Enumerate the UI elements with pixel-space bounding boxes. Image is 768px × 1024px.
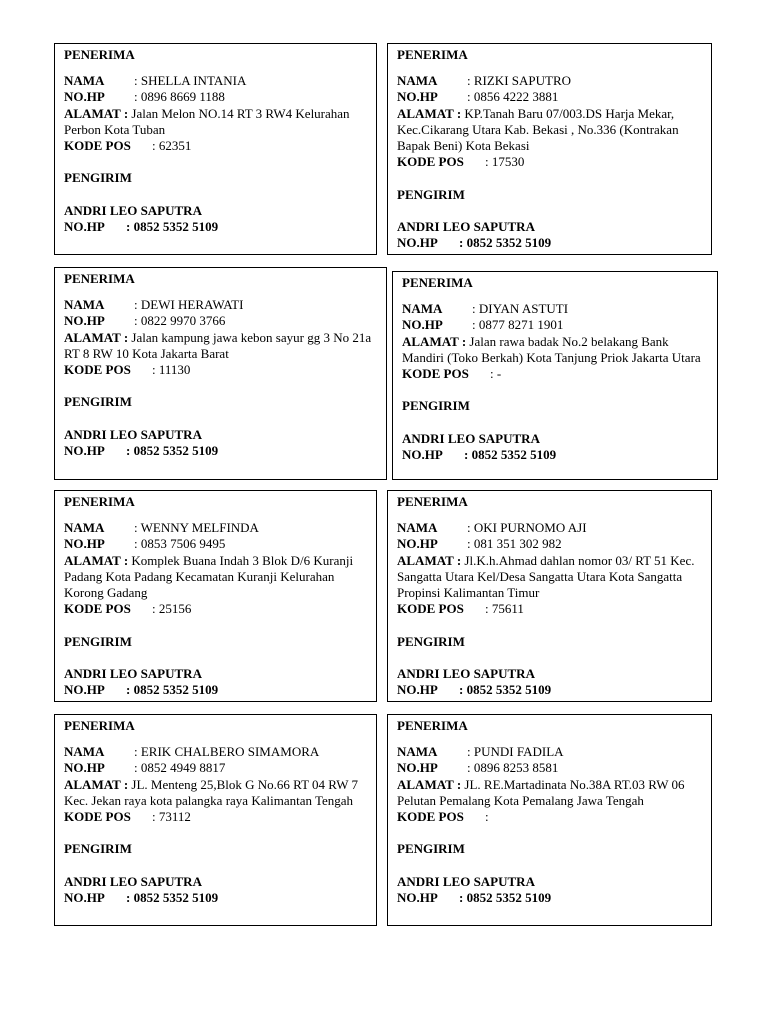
pengirim-hp-row — [64, 682, 367, 698]
kodepos-value: : 25156 — [152, 601, 192, 617]
pengirim-heading: PENGIRIM — [64, 633, 132, 649]
penerima-heading: PENERIMA — [64, 271, 135, 286]
pengirim-name: ANDRI LEO SAPUTRA — [402, 430, 540, 446]
penerima-heading: PENERIMA — [397, 494, 468, 509]
pengirim-heading: PENGIRIM — [64, 841, 132, 857]
alamat-row — [402, 334, 708, 366]
nama-label: NAMA — [64, 73, 105, 89]
pengirim-heading: PENGIRIM — [64, 394, 132, 410]
shipping-label-6 — [387, 490, 712, 702]
hp-value: : 0896 8253 8581 — [467, 760, 559, 776]
nama-label: NAMA — [64, 297, 105, 313]
pengirim-hp-label: NO.HP — [397, 890, 438, 905]
pengirim-hp-row — [402, 447, 708, 463]
nama-row — [64, 297, 377, 313]
nama-value: : DEWI HERAWATI — [134, 297, 244, 313]
kodepos-label: KODE POS — [64, 809, 131, 825]
hp-value: : 0896 8669 1188 — [134, 89, 225, 105]
kodepos-row — [397, 154, 702, 170]
hp-row — [64, 536, 367, 552]
hp-label: NO.HP — [402, 317, 443, 333]
alamat-value: Jalan kampung jawa kebon sayur gg 3 No 21a RT 8 RW 10 Kota Jakarta Barat — [64, 329, 372, 361]
hp-label: NO.HP — [64, 536, 105, 552]
nama-value: : OKI PURNOMO AJI — [467, 520, 587, 536]
kodepos-row — [64, 809, 367, 825]
shipping-label-8 — [387, 714, 712, 926]
shipping-label-5 — [54, 490, 377, 702]
alamat-label: ALAMAT : — [397, 105, 462, 121]
hp-value: : 0853 7506 9495 — [134, 536, 226, 552]
nama-row — [397, 520, 702, 536]
alamat-row — [397, 106, 702, 155]
pengirim-hp-row — [397, 235, 702, 251]
penerima-heading: PENERIMA — [402, 275, 473, 290]
penerima-heading: PENERIMA — [397, 47, 468, 62]
shipping-label-7 — [54, 714, 377, 926]
pengirim-name: ANDRI LEO SAPUTRA — [64, 666, 202, 681]
nama-row — [64, 73, 367, 89]
kodepos-label: KODE POS — [397, 154, 464, 170]
pengirim-heading: PENGIRIM — [397, 841, 465, 857]
pengirim-heading: PENGIRIM — [402, 398, 470, 414]
hp-label: NO.HP — [397, 760, 438, 776]
hp-label: NO.HP — [64, 89, 105, 105]
shipping-label-2 — [387, 43, 712, 255]
kodepos-row — [64, 601, 367, 617]
hp-label: NO.HP — [397, 89, 438, 105]
shipping-label-1 — [54, 43, 377, 255]
hp-row — [64, 760, 367, 776]
pengirim-hp-row — [64, 219, 367, 235]
pengirim-name: ANDRI LEO SAPUTRA — [397, 666, 535, 681]
nama-row — [64, 520, 367, 536]
nama-value: : DIYAN ASTUTI — [472, 301, 569, 317]
penerima-heading: PENERIMA — [64, 718, 135, 733]
penerima-heading: PENERIMA — [64, 494, 135, 509]
kodepos-value: : 75611 — [485, 601, 524, 617]
pengirim-hp-value: : 0852 5352 5109 — [126, 890, 219, 905]
nama-row — [402, 301, 708, 317]
kodepos-row — [64, 362, 377, 378]
kodepos-value: : 11130 — [152, 362, 191, 378]
nama-label: NAMA — [397, 744, 438, 760]
nama-value: : RIZKI SAPUTRO — [467, 73, 572, 89]
kodepos-label: KODE POS — [397, 601, 464, 617]
nama-value: : WENNY MELFINDA — [134, 520, 259, 536]
kodepos-value: : 62351 — [152, 138, 192, 154]
alamat-label: ALAMAT : — [397, 552, 462, 568]
nama-value: : ERIK CHALBERO SIMAMORA — [134, 744, 320, 760]
hp-value: : 0856 4222 3881 — [467, 89, 559, 105]
pengirim-hp-row — [64, 890, 367, 906]
hp-value: : 0822 9970 3766 — [134, 313, 226, 329]
nama-row — [64, 744, 367, 760]
shipping-label-4 — [392, 271, 718, 480]
nama-label: NAMA — [402, 301, 443, 317]
alamat-row — [397, 553, 702, 602]
alamat-label: ALAMAT : — [402, 333, 467, 349]
alamat-value: JL. Menteng 25,Blok G No.66 RT 04 RW 7 Kec. Jekan raya kota palangka raya Kalimantan Tengah — [64, 776, 359, 808]
pengirim-hp-label: NO.HP — [64, 682, 105, 698]
nama-row — [397, 73, 702, 89]
kodepos-row — [397, 601, 702, 617]
alamat-label: ALAMAT : — [397, 776, 462, 792]
kodepos-value: : 73112 — [152, 809, 191, 825]
alamat-value: KP.Tanah Baru 07/003.DS Harja Mekar, Kec.Cikarang Utara Kab. Bekasi , No.336 (Kontrakan Bapak Beni) Kota Bekasi — [397, 105, 679, 154]
alamat-row — [64, 777, 367, 809]
nama-value: : PUNDI FADILA — [467, 744, 564, 760]
alamat-row — [64, 330, 377, 362]
pengirim-hp-value: : 0852 5352 5109 — [459, 682, 552, 698]
alamat-value: Jalan Melon NO.14 RT 3 RW4 Kelurahan Perbon Kota Tuban — [64, 105, 350, 137]
alamat-label: ALAMAT : — [64, 552, 129, 568]
kodepos-label: KODE POS — [402, 366, 469, 382]
nama-row — [397, 744, 702, 760]
alamat-value: Komplek Buana Indah 3 Blok D/6 Kuranji Padang Kota Padang Kecamatan Kuranji Kelurahan Korong Gadang — [64, 552, 354, 601]
nama-label: NAMA — [64, 520, 105, 536]
nama-label: NAMA — [397, 520, 438, 536]
shipping-label-3 — [54, 267, 387, 480]
nama-value: : SHELLA INTANIA — [134, 73, 247, 89]
pengirim-hp-label: NO.HP — [397, 235, 438, 251]
pengirim-hp-value: : 0852 5352 5109 — [464, 447, 557, 462]
hp-row — [402, 317, 708, 333]
hp-row — [64, 313, 377, 329]
nama-label: NAMA — [397, 73, 438, 89]
alamat-value: Jalan rawa badak No.2 belakang Bank Mandiri (Toko Berkah) Kota Tanjung Priok Jakarta Utara — [402, 333, 701, 365]
pengirim-hp-value: : 0852 5352 5109 — [126, 219, 219, 234]
pengirim-hp-row — [397, 682, 702, 698]
pengirim-heading: PENGIRIM — [397, 186, 465, 202]
pengirim-name: ANDRI LEO SAPUTRA — [397, 873, 535, 889]
kodepos-value: : 17530 — [485, 154, 525, 170]
hp-row — [397, 536, 702, 552]
penerima-heading: PENERIMA — [64, 47, 135, 62]
nama-label: NAMA — [64, 744, 105, 760]
alamat-row — [397, 777, 702, 809]
pengirim-hp-row — [64, 443, 377, 459]
pengirim-hp-value: : 0852 5352 5109 — [126, 443, 219, 458]
pengirim-name: ANDRI LEO SAPUTRA — [64, 873, 202, 889]
hp-row — [64, 89, 367, 105]
alamat-label: ALAMAT : — [64, 329, 129, 345]
pengirim-heading: PENGIRIM — [64, 170, 132, 186]
kodepos-row — [397, 809, 702, 825]
hp-label: NO.HP — [397, 536, 438, 552]
alamat-value: Jl.K.h.Ahmad dahlan nomor 03/ RT 51 Kec. Sangatta Utara Kel/Desa Sangatta Utara Kota Sangatta Propinsi Kalimantan Timur — [397, 552, 695, 601]
pengirim-hp-value: : 0852 5352 5109 — [126, 682, 219, 698]
alamat-label: ALAMAT : — [64, 776, 129, 792]
kodepos-label: KODE POS — [397, 809, 464, 825]
pengirim-hp-label: NO.HP — [397, 682, 438, 698]
kodepos-row — [402, 366, 708, 382]
kodepos-label: KODE POS — [64, 362, 131, 378]
kodepos-label: KODE POS — [64, 138, 131, 154]
pengirim-hp-value: : 0852 5352 5109 — [459, 235, 552, 251]
hp-value: : 0877 8271 1901 — [472, 317, 564, 333]
kodepos-value: : — [485, 809, 489, 825]
pengirim-hp-label: NO.HP — [64, 890, 105, 905]
pengirim-hp-row — [397, 890, 702, 906]
alamat-value: JL. RE.Martadinata No.38A RT.03 RW 06 Pelutan Pemalang Kota Pemalang Jawa Tengah — [397, 776, 685, 808]
hp-label: NO.HP — [64, 760, 105, 776]
pengirim-hp-label: NO.HP — [64, 443, 105, 458]
hp-label: NO.HP — [64, 313, 105, 329]
penerima-heading: PENERIMA — [397, 718, 468, 733]
hp-row — [397, 760, 702, 776]
pengirim-hp-label: NO.HP — [402, 447, 443, 462]
kodepos-label: KODE POS — [64, 601, 131, 617]
hp-value: : 0852 4949 8817 — [134, 760, 226, 776]
kodepos-row — [64, 138, 367, 154]
pengirim-name: ANDRI LEO SAPUTRA — [397, 219, 535, 234]
pengirim-name: ANDRI LEO SAPUTRA — [64, 426, 202, 442]
alamat-row — [64, 106, 367, 138]
kodepos-value: : - — [490, 366, 502, 382]
hp-value: : 081 351 302 982 — [467, 536, 562, 552]
alamat-label: ALAMAT : — [64, 105, 129, 121]
hp-row — [397, 89, 702, 105]
pengirim-heading: PENGIRIM — [397, 633, 465, 649]
pengirim-hp-label: NO.HP — [64, 219, 105, 234]
alamat-row — [64, 553, 367, 602]
pengirim-name: ANDRI LEO SAPUTRA — [64, 202, 202, 218]
pengirim-hp-value: : 0852 5352 5109 — [459, 890, 552, 905]
